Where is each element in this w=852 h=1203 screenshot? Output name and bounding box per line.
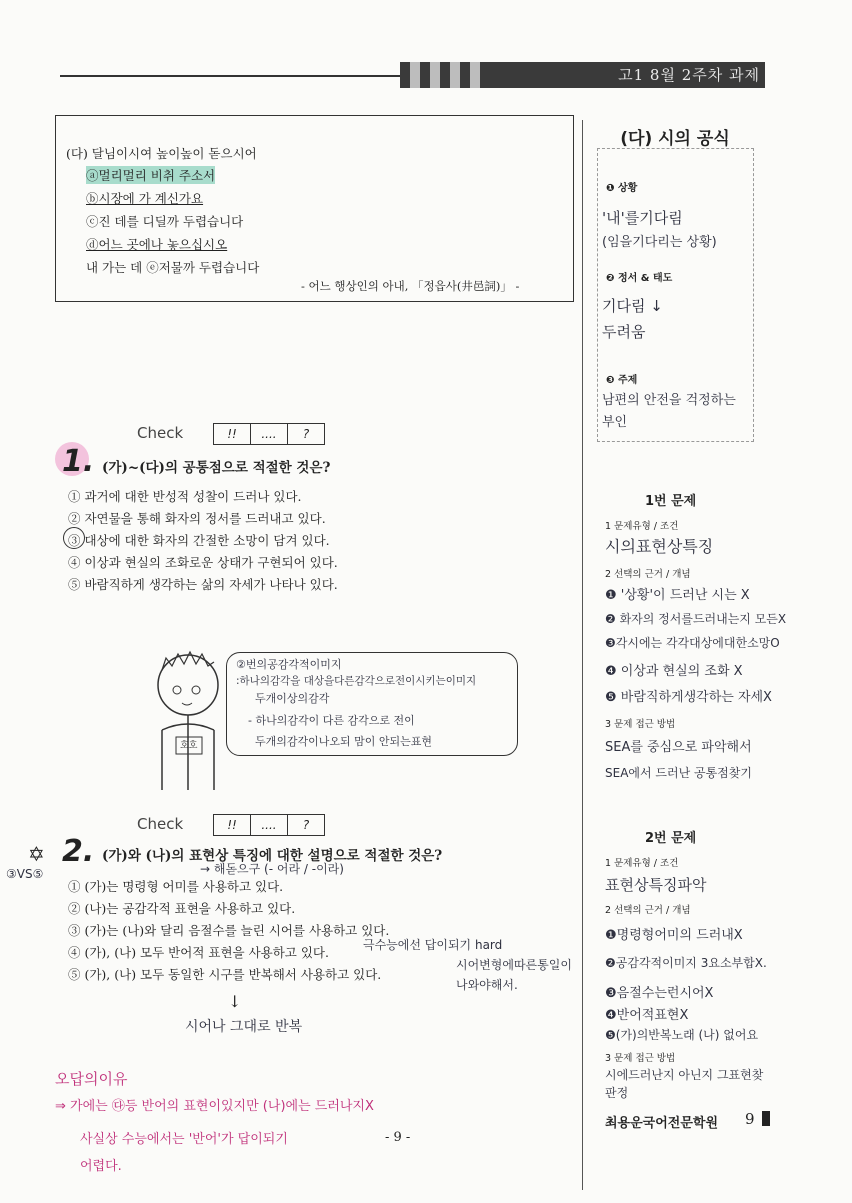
basis-item: ❶ '상황'이 드러난 시는 X: [605, 588, 750, 603]
section-head: ❶ 상황: [606, 183, 638, 194]
note-line: - 하나의감각이 다른 감각으로 전이: [248, 714, 415, 727]
method-line: 시에드러난지 아닌지 그표현찾: [605, 1068, 764, 1082]
check-box-question[interactable]: ?: [287, 423, 325, 445]
margin-note: ③VS⑤: [6, 867, 44, 881]
section-head: ❸ 주제: [606, 375, 638, 386]
basis-item: ❺ 바람직하게생각하는 자세X: [605, 690, 772, 705]
type-label: 1 문제유형 / 조건: [605, 521, 679, 532]
wrong-reason-line: ⇒ 가에는 ㉰등 반어의 표현이있지만 (나)에는 드러나지X: [55, 1099, 374, 1114]
method-line: 판정: [605, 1086, 629, 1100]
character-name: 호호: [180, 741, 198, 751]
method-label: 3 문제 접근 방법: [605, 719, 676, 730]
answer-circle: [63, 527, 85, 549]
question-2-number: 2.: [62, 834, 95, 869]
type-value: 표현상특징파악: [605, 876, 707, 894]
poem-line: 내 가는 데 ⓔ저물까 두렵습니다: [86, 260, 260, 275]
q2-review-title: 2번 문제: [645, 831, 697, 846]
check-label: Check: [137, 424, 184, 442]
note-line: ②번의공감각적이미지: [236, 658, 342, 671]
footer-page: 9: [745, 1110, 755, 1128]
wrong-reason-line: 사실상 수능에서는 '반어'가 답이되기: [80, 1132, 288, 1147]
check-box-unsure[interactable]: ....: [250, 814, 288, 836]
poem-line: ⓓ어느 곳에나 놓으십시오: [86, 237, 228, 252]
poem-source: - 어느 행상인의 아내, 「정읍사(井邑詞)」 -: [301, 279, 520, 293]
theme-box: [597, 148, 754, 442]
star-icon: ✡: [28, 842, 45, 866]
type-value: 시의표현상특징: [605, 537, 714, 556]
section-line: 부인: [602, 415, 628, 430]
header-rule: [60, 75, 400, 77]
type-label: 1 문제유형 / 조건: [605, 858, 679, 869]
section-line: (임을기다리는 상황): [602, 235, 717, 250]
page-title: 고1 8월 2주차 과제: [618, 66, 760, 84]
section-head: ❷ 정서 & 태도: [606, 273, 673, 284]
footer-mark: [762, 1111, 770, 1126]
note-line: :하나의감각을 대상을다른감각으로전이시키는이미지: [236, 675, 477, 687]
check-box-question[interactable]: ?: [287, 814, 325, 836]
check-box-sure[interactable]: !!: [213, 814, 251, 836]
side-note: 시어변형에따른통일이: [456, 958, 572, 972]
basis-item: ❷공감각적이미지 3요소부합X.: [605, 956, 767, 970]
section-line: 남편의 안전을 걱정하는: [602, 393, 736, 408]
basis-item: ❹ 이상과 현실의 조화 X: [605, 664, 743, 679]
q1-review-title: 1번 문제: [645, 494, 697, 509]
method-label: 3 문제 접근 방법: [605, 1053, 676, 1064]
poem-line: ⓑ시장에 가 계신가요: [86, 191, 204, 206]
q1-option-3[interactable]: ③ 대상에 대한 화자의 간절한 소망이 담겨 있다.: [68, 533, 330, 548]
basis-label: 2 선택의 근거 / 개념: [605, 905, 691, 916]
q2-option-1[interactable]: ① (가)는 명령형 어미를 사용하고 있다.: [68, 879, 284, 894]
arrow-note: → 해돋으구 (- 어라 / -이라): [200, 862, 344, 876]
basis-item: ❶명령형어미의 드러내X: [605, 928, 743, 943]
question-1-text: (가)~(다)의 공통점으로 적절한 것은?: [102, 460, 331, 476]
basis-item: ❷ 화자의 정서를드러내는지 모든X: [605, 612, 787, 626]
q1-option-1[interactable]: ① 과거에 대한 반성적 성찰이 드러나 있다.: [68, 489, 302, 504]
question-2-text: (가)와 (나)의 표현상 특징에 대한 설명으로 적절한 것은?: [102, 848, 443, 864]
q1-option-4[interactable]: ④ 이상과 현실의 조화로운 상태가 구현되어 있다.: [68, 555, 338, 570]
basis-item: ❹반어적표현X: [605, 1008, 689, 1023]
basis-item: ❺(가)의반복노래 (나) 없어요: [605, 1028, 759, 1042]
side-note: 나와야해서.: [456, 978, 518, 992]
poem-box: [55, 115, 574, 302]
section-line: 두려움: [602, 323, 646, 341]
basis-label: 2 선택의 근거 / 개념: [605, 569, 691, 580]
poem-line: ⓐ멀리멀리 비취 주소서: [86, 168, 216, 183]
wrong-reason-line: 어렵다.: [80, 1159, 122, 1174]
q2-option-5[interactable]: ⑤ (가), (나) 모두 동일한 시구를 반복해서 사용하고 있다.: [68, 967, 382, 982]
down-arrow-icon: ↓: [228, 992, 242, 1011]
poem-line: ⓒ진 데를 디딜까 두렵습니다: [86, 214, 244, 229]
method-line: SEA를 중심으로 파악해서: [605, 740, 752, 755]
q2-option-4[interactable]: ④ (가), (나) 모두 반어적 표현을 사용하고 있다.: [68, 945, 329, 960]
basis-item: ❸음절수는런시어X: [605, 986, 714, 1001]
section-line: 기다림 ↓: [602, 297, 663, 315]
method-line: SEA에서 드러난 공통점찾기: [605, 766, 752, 780]
theme-title: (다) 시의 공식: [620, 129, 730, 149]
note-line: 두개이상의감각: [255, 692, 330, 705]
question-1-number: 1.: [62, 444, 95, 479]
note-line: 두개의감각이나오되 맘이 안되는표현: [255, 735, 433, 748]
q1-option-5[interactable]: ⑤ 바람직하게 생각하는 삶의 자세가 나타나 있다.: [68, 577, 338, 592]
side-note: 극수능에선 답이되기 hard: [363, 938, 503, 952]
header-pattern: [400, 62, 490, 88]
check-label: Check: [137, 815, 184, 833]
bottom-note: 시어나 그대로 반복: [185, 1019, 303, 1035]
basis-item: ❸각시에는 각각대상에대한소망O: [605, 636, 780, 650]
section-line: '내'를기다림: [602, 209, 683, 227]
check-box-sure[interactable]: !!: [213, 423, 251, 445]
q2-option-3[interactable]: ③ (가)는 (나)와 달리 음절수를 늘린 시어를 사용하고 있다.: [68, 923, 390, 938]
poem-line: (다) 달님이시여 높이높이 돋으시어: [66, 146, 257, 161]
page-number: - 9 -: [385, 1130, 411, 1145]
q2-option-2[interactable]: ② (나)는 공감각적 표현을 사용하고 있다.: [68, 901, 296, 916]
q1-option-2[interactable]: ② 자연물을 통해 화자의 정서를 드러내고 있다.: [68, 511, 326, 526]
column-divider: [582, 120, 583, 1190]
wrong-reason-title: 오답의이유: [55, 1070, 128, 1088]
brand-name: 최용운국어전문학원: [605, 1116, 719, 1131]
check-box-unsure[interactable]: ....: [250, 423, 288, 445]
